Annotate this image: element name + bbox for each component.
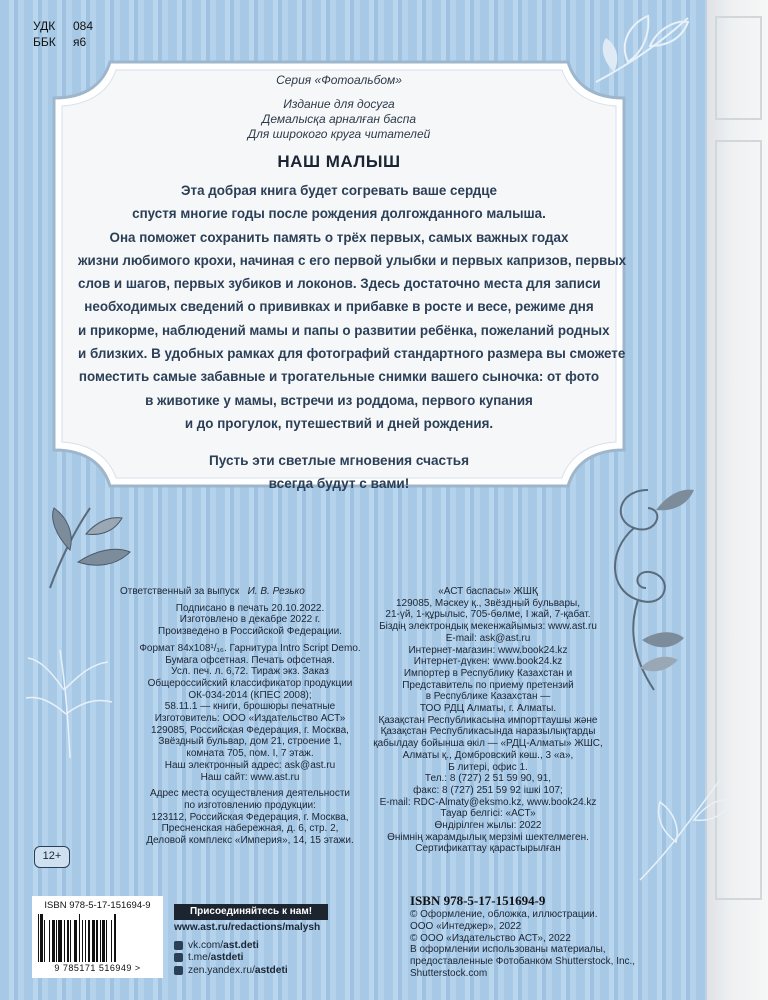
imprint-line: Деловой комплекс «Империя», 14, 15 этажи. [146, 835, 354, 847]
imprint-line: Бумага офсетная. Печать офсетная. [165, 654, 335, 666]
imprint-line: E-mail: RDC-Almaty@eksmo.kz, www.book24.kz [379, 796, 597, 808]
social-link-telegram[interactable]: t.me/ astdeti [174, 952, 288, 965]
imprint-line: комната 705, пом. I, 7 этаж. [186, 748, 314, 760]
imprint-line: Б литері, офис 1. [448, 761, 528, 773]
imprint-line: Адрес места осуществления деятельности [149, 788, 351, 800]
description-line: необходимых сведений о прививках и прибавке в росте и весе, режиме дня [84, 299, 594, 315]
imprint-line: Алматы қ., Домбровский көш., 3 «а», [402, 749, 574, 761]
copyright-line: предоставленные Фотобанком Shutterstock, Inc., [410, 956, 636, 968]
description-line: поместить самые забавные и трогательные снимки вашего сыночка: от фото [78, 369, 600, 385]
social-link-vk[interactable]: vk.com/ ast.deti [174, 939, 288, 952]
copyright-line: © ООО «Издательство АСТ», 2022 [410, 932, 571, 944]
imprint-line: Представитель по приему претензий [402, 679, 574, 691]
barcode-isbn-label: ISBN 978-5-17-151694-9 [44, 900, 151, 911]
imprint-line: Усл. печ. л. 6,72. Тираж экз. Заказ [171, 666, 329, 678]
description-line: жизни любимого крохи, начиная с его первой улыбки и первых капризов, первых [78, 252, 627, 268]
imprint-line: Подписано в печать 20.10.2022. [175, 602, 325, 614]
zen-icon [174, 966, 183, 975]
social-links [174, 939, 288, 977]
barcode-digits: 9 785171 516949 > [54, 963, 141, 973]
audience-line: Демалысқа арналған баспа [261, 112, 417, 126]
udk-row: УДК 084 [33, 19, 94, 33]
imprint-line: Өнімнің жарамдылық мерзімі шектелмеген. [387, 831, 589, 843]
description-line: и прикорме, наблюдений мамы и папы о развитии ребёнка, пожеланий родных [78, 322, 610, 338]
closing-wish [78, 449, 600, 495]
imprint-line: Наш электронный адрес: ask@ast.ru [164, 759, 336, 771]
imprint-line: Изготовитель: ООО «Издательство АСТ» [154, 713, 346, 725]
barcode-bars [38, 914, 157, 962]
imprint-line: Қазақстан Республикасына импорттаушы және [378, 714, 598, 726]
imprint-line: ОК-034-2014 (КПЕС 2008); [188, 689, 312, 701]
imprint-line: Наш сайт: www.ast.ru [200, 771, 300, 783]
copyright-line: ООО «Интеджер», 2022 [410, 920, 522, 932]
copyright-line: © Оформление, обложка, иллюстрации. [410, 909, 598, 920]
imprint-line: 58.11.1 — книги, брошюры печатные [164, 701, 336, 713]
imprint-line: қабылдау бойынша өкіл — «РДЦ-Алматы» ЖШС, [373, 738, 603, 750]
imprint-line: 123112, Российская Федерация, г. Москва, [151, 811, 349, 823]
imprint-line: «АСТ баспасы» ЖШҚ [438, 586, 538, 597]
imprint-line: факс: 8 (727) 251 59 92 ішкі 107; [413, 784, 563, 796]
age-rating-badge: 12+ [34, 846, 70, 868]
imprint-line: Өндірілген жылы: 2022 [434, 820, 542, 832]
description-line: и близких. В удобных рамках для фотографий стандартного размера вы сможете [78, 346, 626, 362]
audience-labels [78, 97, 600, 142]
description-line: спустя многие годы после рождения долгожданного малыша. [132, 206, 546, 222]
redaction-link[interactable]: www.ast.ru/redactions/malysh [174, 922, 321, 933]
imprint-line: Сертификаттау қарастырылған [415, 843, 561, 855]
imprint-line: Звёздный бульвар, дом 21, строение 1, [158, 736, 342, 748]
leaf-branch-icon [630, 770, 740, 890]
book-description [78, 179, 627, 435]
imprint-line: ТОО РДЦ Алматы, г. Алматы. [419, 703, 557, 715]
imprint-line: 129085, Мәскеу қ., Звёздный бульвары, [395, 597, 581, 609]
imprint-left [120, 586, 370, 847]
leaf-branch-icon [20, 640, 120, 760]
imprint-line: Изготовлено в декабре 2022 г. [179, 614, 321, 626]
leaf-branch-icon [30, 500, 140, 590]
imprint-right [363, 586, 613, 855]
classification-codes [33, 18, 93, 50]
join-us-banner: Присоединяйтесь к нам! [174, 904, 328, 920]
series-label: Серия «Фотоальбом» [276, 73, 402, 87]
imprint-line: Общероссийский классификатор продукции [147, 677, 353, 689]
imprint-line: Біздің электрондық мекенжайымыз: www.ast.ru [379, 621, 597, 633]
imprint-line: E-mail: ask@ast.ru [445, 632, 531, 644]
description-line: Она поможет сохранить память о трёх первых, самых важных годах [109, 229, 569, 245]
vk-icon [174, 941, 183, 950]
audience-line: Издание для досуга [283, 97, 395, 111]
description-frame [50, 58, 628, 490]
imprint-line: Интернет-магазин: www.book24.kz [408, 644, 568, 656]
telegram-icon [174, 953, 183, 962]
description-line: и до прогулок, путешествий и дней рождения. [184, 415, 494, 431]
imprint-line: Произведено в Российской Федерации. [158, 626, 342, 638]
audience-line: Для широкого круга читателей [247, 127, 431, 141]
barcode [32, 896, 163, 978]
closing-line: Пусть эти светлые мгновения счастья [208, 453, 470, 469]
imprint-line: 129085, Российская Федерация, г. Москва, [151, 724, 349, 736]
bbk-row: ББК я6 [33, 35, 87, 49]
imprint-line: Қазақстан Республикасында наразылықтарды [380, 726, 596, 738]
frame-content [78, 72, 627, 495]
imprint-line: по изготовлению продукции: [184, 799, 316, 811]
imprint-line: 21-үй, 1-құрылыс, 705-бөлме, I жай, 7-қабат. [385, 609, 591, 621]
description-line: в животике у мамы, встречи из роддома, первого купания [145, 392, 533, 408]
imprint-line: Тел.: 8 (727) 2 51 59 90, 91, [424, 773, 552, 785]
copyright-line: Shutterstock.com [410, 967, 488, 979]
description-line: слов и шагов, первых зубиков и локонов. Здесь достаточно места для записи [78, 276, 601, 292]
copyright-notice [410, 909, 635, 980]
closing-line: всегда будут с вами! [268, 476, 410, 492]
description-line: Эта добрая книга будет согревать ваше сердце [181, 183, 497, 198]
book-title: НАШ МАЛЫШ [277, 152, 401, 171]
imprint-line: Пресненская набережная, д. 6, стр. 2, [161, 823, 339, 835]
imprint-line: в Республике Казахстан — [425, 691, 551, 703]
barcode-bar [116, 914, 117, 962]
responsible-editor: Ответственный за выпуск И. В. Резько [120, 586, 305, 597]
social-link-zen[interactable]: zen.yandex.ru/ astdeti [174, 964, 288, 977]
imprint-line: Тауар белгісі: «АСТ» [440, 808, 536, 820]
imprint-line: Формат 84x108¹/₁₆. Гарнитура Intro Script Demo. [139, 642, 361, 654]
imprint-line: Импортер в Республику Казахстан и [403, 667, 573, 679]
decorative-frame-line [715, 16, 762, 120]
isbn-number: ISBN 978-5-17-151694-9 [410, 893, 546, 908]
imprint-line: Интернет-дүкен: www.book24.kz [413, 656, 563, 668]
copyright-line: В оформлении использованы материалы, [410, 944, 606, 956]
